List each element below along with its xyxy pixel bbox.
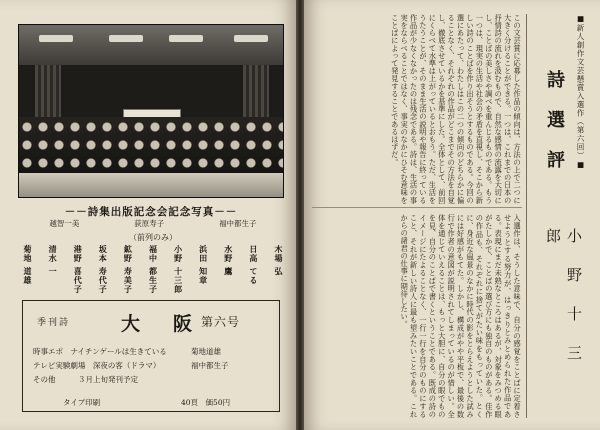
ad-issue-number: 第六号 <box>201 315 241 329</box>
ad-magazine-title: 大 阪 <box>121 313 200 335</box>
right-page <box>304 0 600 430</box>
attendee-name: 木場 弘 <box>273 245 284 276</box>
book-gutter <box>296 0 304 430</box>
photo-table <box>19 173 284 198</box>
attendee-name: 小野 十三郎 <box>173 245 184 294</box>
contest-series-label: ■新人創作文芸懸賞入選作（第六回）■ <box>576 14 585 170</box>
attendee-name: 福中都生子 <box>219 219 257 228</box>
review-body-top: この文芸賞に応募した作品の傾向は、方法の上で二つに大きく分けることができる。一つは、これまでの日本の抒情詩の流れを汲むもので、自然な感情の流露を大切にし、ことばの美しさや調べを重んじるものである。もう一つは、現実の生活や社会の矛盾を直視し、そこから新しい詩のことばを作り出そうとするものである。今回の選にあたって、わたしはこの二つの傾向のどちらかに偏ることなく、それぞれの作品がどこまでその方法を自覚し、徹底させているかを基準にした。全体として、前回にくらべて水準は上がっているとおもう。ただ、生活をうたうことが、そのまま生活の説明や報告に終っている作品が少なくなかったのは残念である。詩は、生活の事実をならべることではなく、事実のなかにひそむ意味をことばによって発見することであるはずだ。 <box>390 14 522 204</box>
tier-divider <box>312 207 522 208</box>
attendee-name: 福中 都生子 <box>148 245 159 294</box>
ad-contents-author: 福中都生子 <box>191 361 229 370</box>
attendee-name: 水野 鷹 <box>223 245 234 276</box>
attendee-name: 鉱野 寿美子 <box>123 245 134 294</box>
ceiling-lamp <box>39 35 73 42</box>
attendee-name: 浜田 知章 <box>198 245 209 285</box>
attendee-name: 清水 一 <box>48 245 59 276</box>
magazine-advertisement <box>22 300 280 412</box>
ad-print-type: タイプ印刷 <box>63 398 101 407</box>
ad-series-label: 季刊詩 <box>37 318 71 328</box>
review-body-bottom: 入選作は、そうした意味で、自分の感覚をことばに定着させようとする努力が、はっきりとみとめられた作品である。表現にまだ未熟なところはあるが、対象をみつめる眼がたしかで、ことばの選び方にも独自のものがある。佳作の作品も、それぞれに捨てがたい味をもっていた。とくに、身近な風景のなかに時代の影をとらえようとした試みには好感がもてた。しかし、構成がやや平板で、最後の数行で作者の意図が説明されてしまっているのが惜しい。全体を通じていえることは、もっと大胆に、自分の眼でものを見、自分のことばで書くということである。既成の詩のイメージにたよることなく、一行一行を自分のものにすること、それが新しい詩人に最も望みたいことである。これからの諸君の仕事に期待したい。 <box>400 214 522 418</box>
photo-curtain <box>243 65 269 125</box>
ad-contents-item: テレビ実験劇場 深夜の客（ドラマ） <box>33 361 161 370</box>
photo-curtain <box>35 65 61 125</box>
ad-contents-item: その他 ３月上旬発刊予定 <box>33 375 138 384</box>
attendees-top-row <box>22 219 284 229</box>
left-page <box>0 0 296 430</box>
photo-crowd <box>19 117 284 175</box>
attendee-name: 越智一美 <box>49 219 80 228</box>
attendees-grid <box>22 245 284 297</box>
front-row-label: （前列のみ） <box>129 233 177 242</box>
ceiling-lamp <box>109 35 143 42</box>
ceiling-lamp <box>234 35 268 42</box>
ad-contents-author: 菊地道雄 <box>191 347 221 356</box>
ad-price: 40頁 価50円 <box>181 398 231 407</box>
photo-ceiling <box>19 25 284 65</box>
column-divider <box>526 14 527 418</box>
review-author: 小野十三郎 <box>544 228 583 384</box>
attendee-name: 港野 喜代子 <box>73 245 84 294</box>
attendee-name: 荻原寿子 <box>134 219 165 228</box>
attendee-name: 菊地 道雄 <box>23 245 33 285</box>
photo-caption: －－詩集出版記念会記念写真－－ <box>64 206 238 218</box>
commemorative-photo <box>18 24 284 198</box>
review-title: 詩選評 <box>544 70 565 190</box>
attendee-name: 坂本 寿代子 <box>98 245 109 294</box>
ceiling-lamp <box>169 35 203 42</box>
ad-contents-item: 時事エポ ナイチンゲールは生きている <box>33 347 167 356</box>
attendee-name: 日高 てる <box>248 245 259 285</box>
